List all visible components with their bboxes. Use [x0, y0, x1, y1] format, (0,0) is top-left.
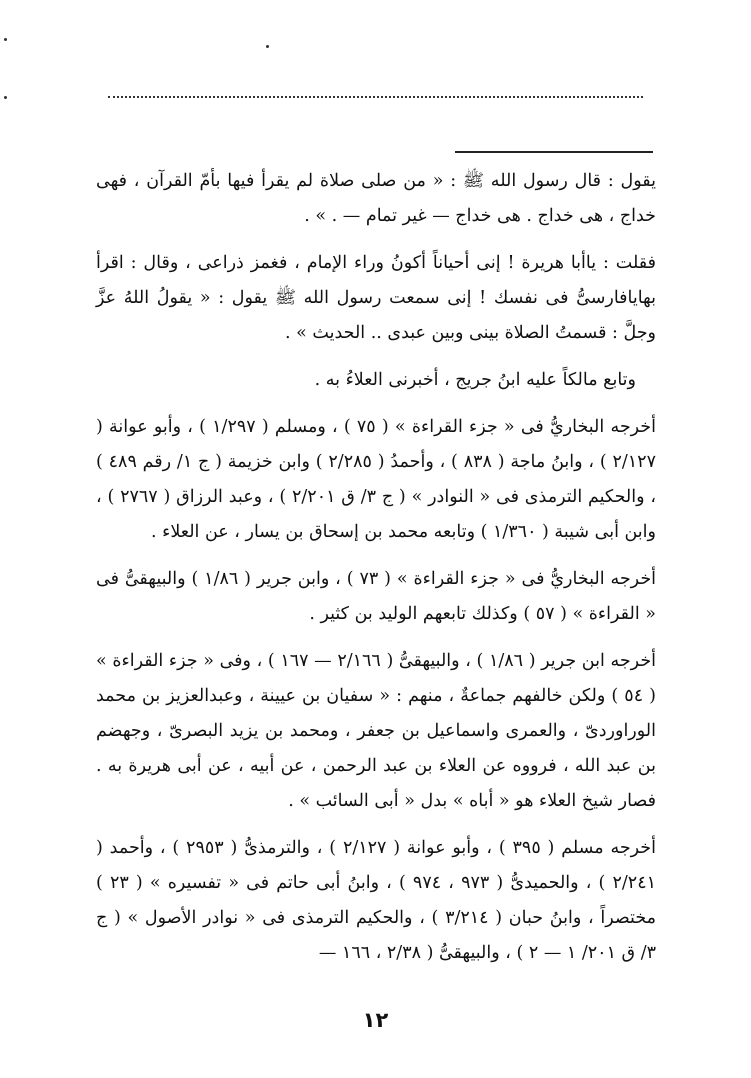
footnote-separator-rule: [455, 151, 653, 153]
footnote-text: [96, 164, 656, 971]
paragraph-6: أخرجه ابن جرير ( ١/٨٦ ) ، والبيهقىُّ ( ٢/١٦٦ — ١٦٧ ) ، وفى « جزء القراءة » ( ٥٤ ) ولكن خالفهم جماعةٌ ، منهم : « سفيان بن عيينة ، وعبدالعزيز بن محمد الوراوردىّ ، والعمرى واسماعيل بن جعفر ، ومحمد بن يزيد البصرىّ ، وجهضم بن عبد الله ، فرووه عن العلاء بن عبد الرحمن ، عن أبيه ، عن أبى هريرة به . فصار شيخ العلاء هو « أباه » بدل « أبى السائب » .: [96, 651, 657, 811]
header-dotted-rule: [108, 96, 643, 98]
paragraph-7: أخرجه مسلم ( ٣٩٥ ) ، وأبو عوانة ( ٢/١٢٧ ) ، والترمذىُّ ( ٢٩٥٣ ) ، وأحمد ( ٢/٢٤١ ) ، والحميدىُّ ( ٩٧٣ ، ٩٧٤ ) ، وابنُ أبى حاتم فى « تفسيره » ( ٢٣ ) مختصراً ، وابنُ حبان ( ٣/٢١٤ ) ، والحكيم الترمذى فى « نوادر الأصول » ( ج ٣/ ق ٢٠١/ ١ — ٢ ) ، والبيهقىُّ ( ٢/٣٨ ، ١٦٦ —: [96, 838, 656, 963]
scan-speck: [4, 96, 7, 99]
paragraph-2: فقلت : ياأبا هريرة ! إنى أحياناً أكونُ وراء الإمام ، فغمز ذراعى ، وقال : اقرأ بهايافارسىُّ فى نفسك ! إنى سمعت رسول الله ﷺ يقول : « يقولُ اللهُ عزَّ وجلَّ : قسمتُ الصلاة بينى وبين عبدى .. الحديث » .: [96, 253, 656, 343]
paragraph-4: أخرجه البخاريُّ فى « جزء القراءة » ( ٧٥ ) ، ومسلم ( ١/٢٩٧ ) ، وأبو عوانة ( ٢/١٢٧ ) ، وابنُ ماجة ( ٨٣٨ ) ، وأحمدُ ( ٢/٢٨٥ ) وابن خزيمة ( ج ١/ رقم ٤٨٩ ) ، والحكيم الترمذى فى « النوادر » ( ج ٣/ ق ٢/٢٠١ ) ، وعبد الرزاق ( ٢٧٦٧ ) ، وابن أبى شيبة ( ١/٣٦٠ ) وتابعه محمد بن إسحاق بن يسار ، عن العلاء .: [96, 417, 657, 542]
paragraph-5: أخرجه البخاريُّ فى « جزء القراءة » ( ٧٣ ) ، وابن جرير ( ١/٨٦ ) والبيهقىُّ فى « القراءة » ( ٥٧ ) وكذلك تابعهم الوليد بن كثير .: [96, 569, 657, 624]
scan-speck: [266, 45, 269, 48]
paragraph-3: وتابع مالكاً عليه ابنُ جريج ، أخبرنى العلاءُ به .: [314, 370, 636, 390]
page-number: ١٢: [362, 1008, 389, 1032]
paragraph-1: يقول : قال رسول الله ﷺ : « من صلى صلاة لم يقرأ فيها بأمّ القرآن ، فهى خداج ، هى خداج . هى خداج — غير تمام — . » .: [96, 171, 656, 226]
scan-speck: [4, 38, 7, 41]
